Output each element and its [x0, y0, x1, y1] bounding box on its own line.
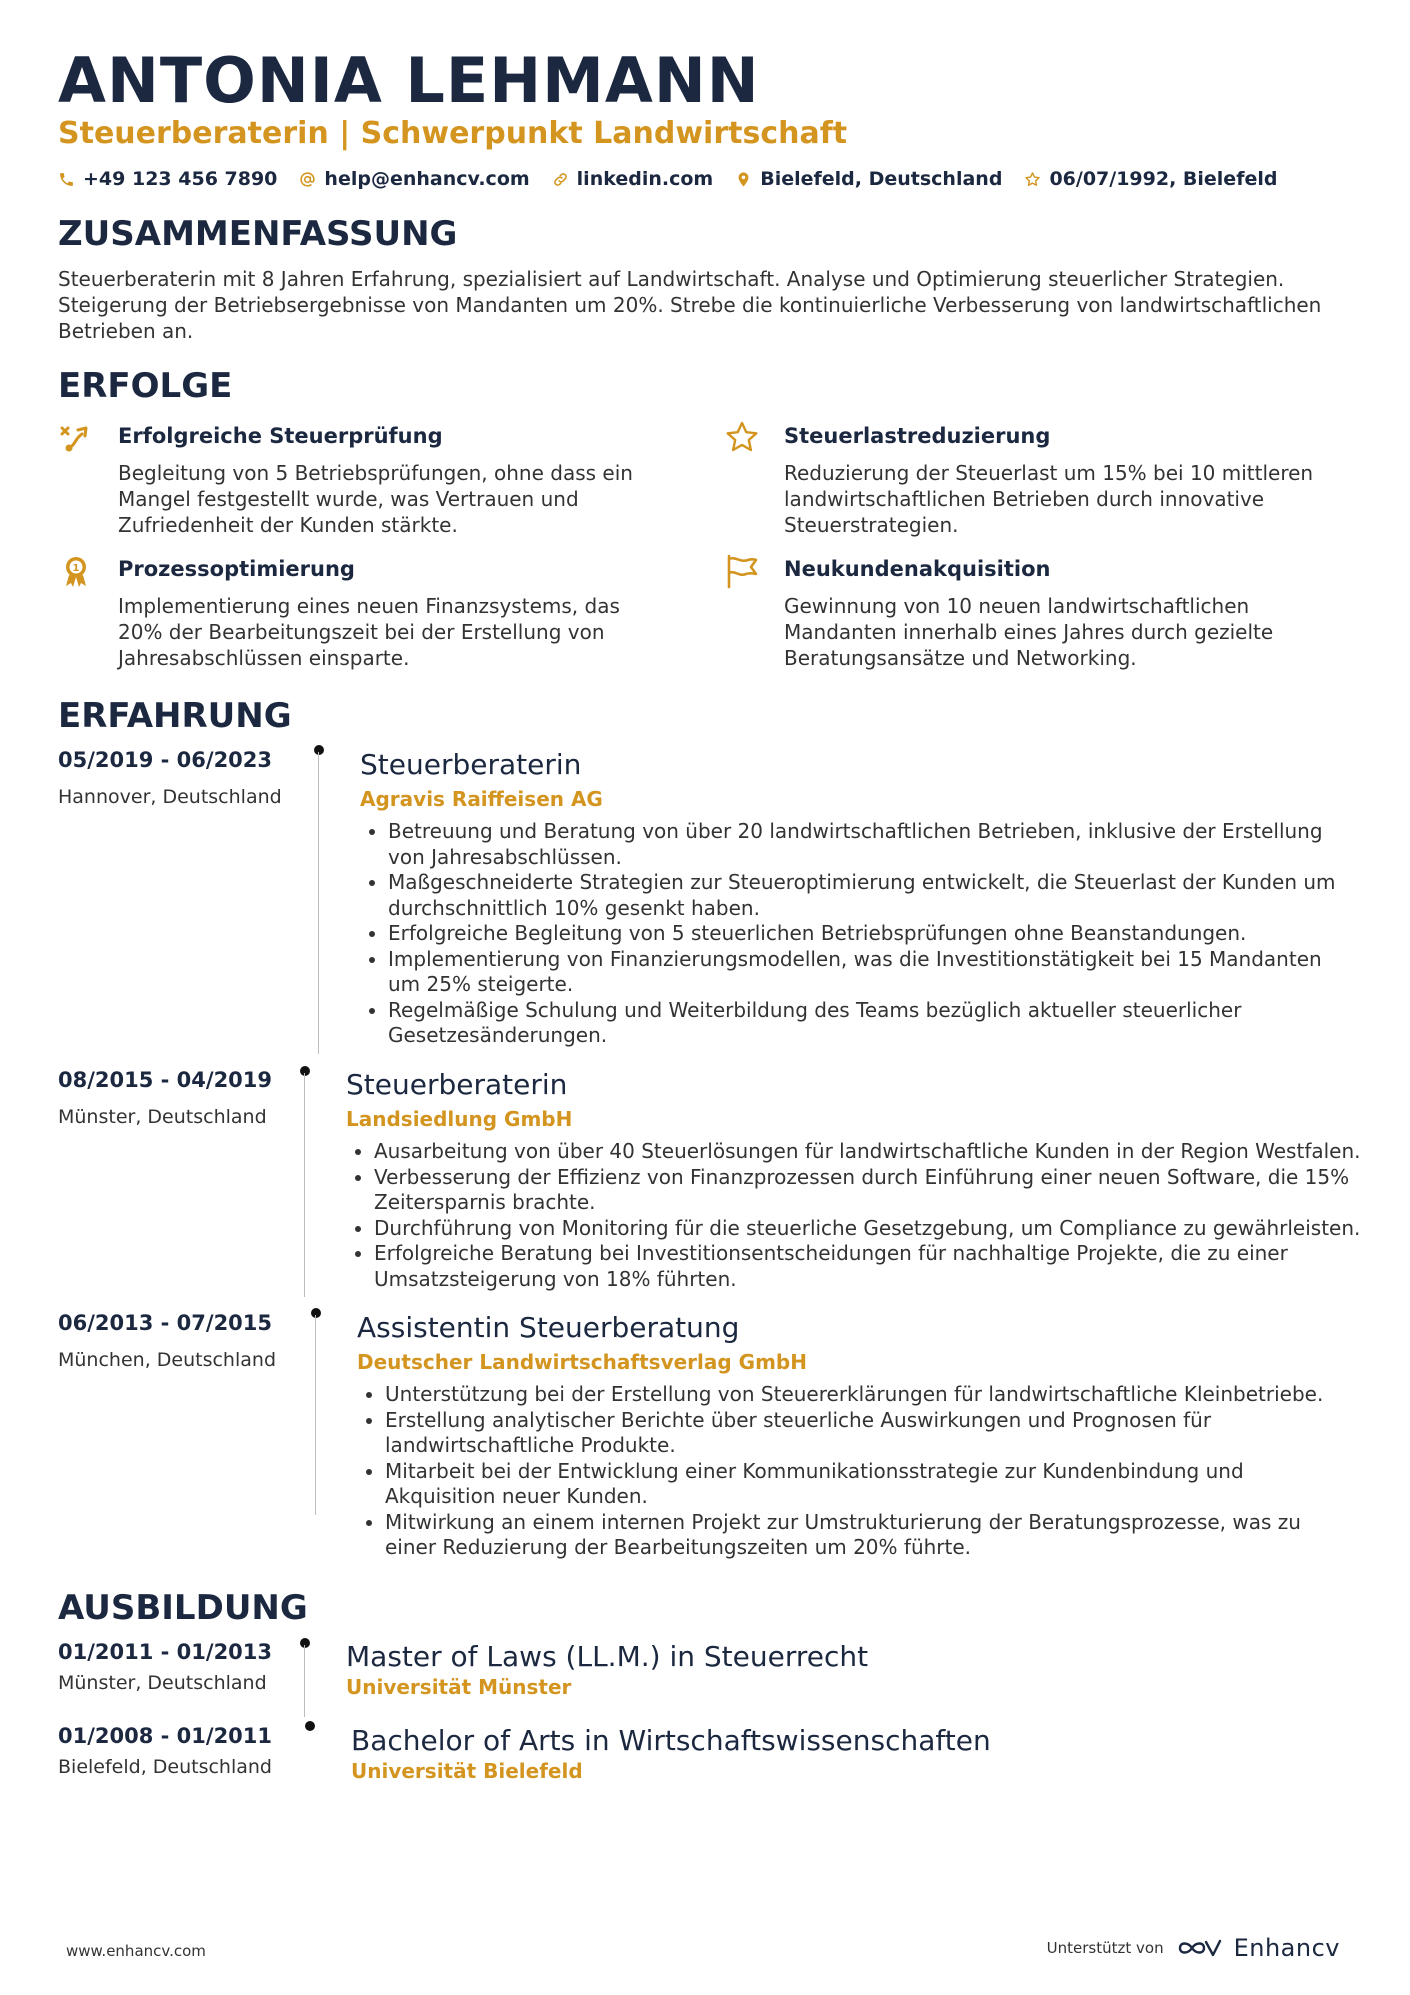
experience-bullet: • Regelmäßige Schulung und Weiterbildung des Teams bezüglich aktueller steuerlicher Gesetzesänderungen.	[388, 998, 1360, 1049]
education-degree: Bachelor of Arts in Wirtschaftswissenschaften	[351, 1724, 991, 1757]
timeline-line	[304, 1073, 305, 1297]
experience-meta	[58, 748, 282, 808]
experience-bullet: • Durchführung von Monitoring für die steuerliche Gesetzgebung, um Compliance zu gewährleisten.	[374, 1216, 1366, 1242]
footer-website[interactable]: www.enhancv.com	[66, 1942, 206, 1960]
flag-icon	[724, 553, 760, 589]
experience-company: Deutscher Landwirtschaftsverlag GmbH	[357, 1350, 807, 1374]
contact-linkedin[interactable]	[552, 168, 714, 190]
contact-birth	[1024, 168, 1277, 190]
contact-location-text: Bielefeld, Deutschland	[760, 168, 1003, 190]
experience-bullet: • Erstellung analytischer Berichte über steuerliche Auswirkungen und Prognosen für landwirtschaftliche Produkte.	[385, 1408, 1357, 1459]
timeline-line	[304, 1645, 305, 1717]
timeline-dot	[300, 1638, 310, 1648]
summary-title: ZUSAMMENFASSUNG	[58, 214, 458, 254]
education-dates: 01/2011 - 01/2013	[58, 1640, 273, 1664]
svg-text:1: 1	[72, 563, 80, 574]
brand-name: Enhancv	[1233, 1934, 1340, 1962]
education-degree: Master of Laws (LL.M.) in Steuerrecht	[346, 1640, 869, 1673]
experience-bullet: • Mitwirkung an einem internen Projekt zur Umstrukturierung der Beratungsprozesse, was zu einer Reduzierung der Bearbeitungszeiten um 20% führte.	[385, 1510, 1357, 1561]
achievement-title: Prozessoptimierung	[118, 557, 355, 581]
experience-location: Hannover, Deutschland	[58, 786, 282, 808]
at-icon	[299, 171, 316, 188]
experience-role: Steuerberaterin	[346, 1068, 568, 1101]
education-item	[351, 1724, 991, 1783]
timeline-dot	[300, 1066, 310, 1076]
education-school: Universität Münster	[346, 1675, 572, 1699]
candidate-name: ANTONIA LEHMANN	[58, 44, 760, 117]
footer-branding	[1047, 1934, 1340, 1962]
timeline-line	[315, 1315, 316, 1515]
location-pin-icon	[735, 171, 752, 188]
experience-role: Assistentin Steuerberatung	[357, 1311, 740, 1344]
experience-bullet: • Mitarbeit bei der Entwicklung einer Kommunikationsstrategie zur Kundenbindung und Akquisition neuer Kunden.	[385, 1459, 1357, 1510]
contact-phone-text: +49 123 456 7890	[83, 168, 278, 190]
experience-location: München, Deutschland	[58, 1349, 276, 1371]
achievement-description: Gewinnung von 10 neuen landwirtschaftlichen Mandanten innerhalb eines Jahres durch gezielte Beratungsansätze und Networking.	[784, 594, 1274, 670]
contact-location	[735, 168, 1002, 190]
experience-meta	[58, 1311, 276, 1371]
experience-meta	[58, 1068, 272, 1128]
experience-dates: 06/2013 - 07/2015	[58, 1311, 273, 1335]
achievement-title: Steuerlastreduzierung	[784, 424, 1051, 448]
contact-bar	[58, 168, 1277, 190]
experience-item	[360, 748, 1360, 1049]
headline: Steuerberaterin | Schwerpunkt Landwirtschaft	[58, 116, 848, 151]
summary-text: Steuerberaterin mit 8 Jahren Erfahrung, spezialisiert auf Landwirtschaft. Analyse und Optimierung steuerlicher Strategien. Steigerung der Betriebsergebnisse von Mandanten um 20%. Strebe die kontinuierliche Verbesserung von landwirtschaftlichen Betrieben an.	[58, 267, 1322, 343]
experience-bullet: • Implementierung von Finanzierungsmodellen, was die Investitionstätigkeit bei 15 Mandanten um 25% steigerte.	[388, 947, 1360, 998]
achievement-item	[58, 553, 618, 673]
achievement-title: Neukundenakquisition	[784, 557, 1051, 581]
link-icon	[552, 171, 569, 188]
achievement-title: Erfolgreiche Steuerprüfung	[118, 424, 443, 448]
experience-bullets	[360, 819, 1360, 1049]
achievement-description: Implementierung eines neuen Finanzsystems, das 20% der Bearbeitungszeit bei der Erstellung von Jahresabschlüssen einsparte.	[118, 594, 620, 670]
enhancv-logo-icon	[1176, 1936, 1222, 1960]
education-school: Universität Bielefeld	[351, 1759, 583, 1783]
experience-title: ERFAHRUNG	[58, 696, 292, 736]
experience-location: Münster, Deutschland	[58, 1106, 267, 1128]
timeline-line	[318, 752, 319, 1054]
experience-bullet: • Erfolgreiche Begleitung von 5 steuerlichen Betriebsprüfungen ohne Beanstandungen.	[388, 921, 1360, 947]
experience-company: Landsiedlung GmbH	[346, 1107, 573, 1131]
phone-icon	[58, 171, 75, 188]
timeline-dot	[311, 1308, 321, 1318]
experience-dates: 05/2019 - 06/2023	[58, 748, 273, 772]
timeline-dot	[314, 745, 324, 755]
education-location: Münster, Deutschland	[58, 1672, 267, 1694]
education-meta	[58, 1724, 272, 1778]
achievement-item	[58, 420, 633, 540]
award-medal-icon	[58, 553, 94, 589]
star-outline-icon	[724, 420, 760, 456]
experience-bullet: • Betreuung und Beratung von über 20 landwirtschaftlichen Betrieben, inklusive der Erstellung von Jahresabschlüssen.	[388, 819, 1360, 870]
experience-item	[357, 1311, 1357, 1561]
achievement-description: Begleitung von 5 Betriebsprüfungen, ohne dass ein Mangel festgestellt wurde, was Vertrauen und Zufriedenheit der Kunden stärkte.	[118, 461, 633, 537]
education-location: Bielefeld, Deutschland	[58, 1756, 272, 1778]
experience-bullet: • Maßgeschneiderte Strategien zur Steueroptimierung entwickelt, die Steuerlast der Kunden um durchschnittlich 10% gesenkt haben.	[388, 870, 1360, 921]
contact-email[interactable]	[299, 168, 529, 190]
education-meta	[58, 1640, 272, 1694]
timeline-dot	[305, 1721, 315, 1731]
experience-dates: 08/2015 - 04/2019	[58, 1068, 273, 1092]
experience-item	[346, 1068, 1366, 1292]
contact-email-text: help@enhancv.com	[324, 168, 530, 190]
education-item	[346, 1640, 868, 1699]
experience-bullet: • Verbesserung der Effizienz von Finanzprozessen durch Einführung einer neuen Software, die 15% Zeitersparnis brachte.	[374, 1165, 1366, 1216]
achievement-description: Reduzierung der Steuerlast um 15% bei 10 mittleren landwirtschaftlichen Betrieben durch innovative Steuerstrategien.	[784, 461, 1314, 537]
education-title: AUSBILDUNG	[58, 1588, 308, 1628]
education-dates: 01/2008 - 01/2011	[58, 1724, 273, 1748]
contact-phone[interactable]	[58, 168, 277, 190]
experience-bullet: • Ausarbeitung von über 40 Steuerlösungen für landwirtschaftliche Kunden in der Region Westfalen.	[374, 1139, 1366, 1165]
powered-by-text: Unterstützt von	[1046, 1939, 1164, 1957]
star-icon	[1024, 171, 1041, 188]
experience-company: Agravis Raiffeisen AG	[360, 787, 603, 811]
achievements-title: ERFOLGE	[58, 366, 233, 406]
achievement-item	[724, 553, 1284, 673]
strategy-path-icon	[58, 420, 94, 456]
achievement-item	[724, 420, 1314, 540]
experience-bullets	[346, 1139, 1366, 1292]
experience-bullet: • Erfolgreiche Beratung bei Investitionsentscheidungen für nachhaltige Projekte, die zu einer Umsatzsteigerung von 18% führten.	[374, 1241, 1366, 1292]
experience-role: Steuerberaterin	[360, 748, 582, 781]
experience-bullet: • Unterstützung bei der Erstellung von Steuererklärungen für landwirtschaftliche Kleinbetriebe.	[385, 1382, 1357, 1408]
contact-linkedin-text: linkedin.com	[576, 168, 714, 190]
contact-birth-text: 06/07/1992, Bielefeld	[1049, 168, 1278, 190]
experience-bullets	[357, 1382, 1357, 1561]
